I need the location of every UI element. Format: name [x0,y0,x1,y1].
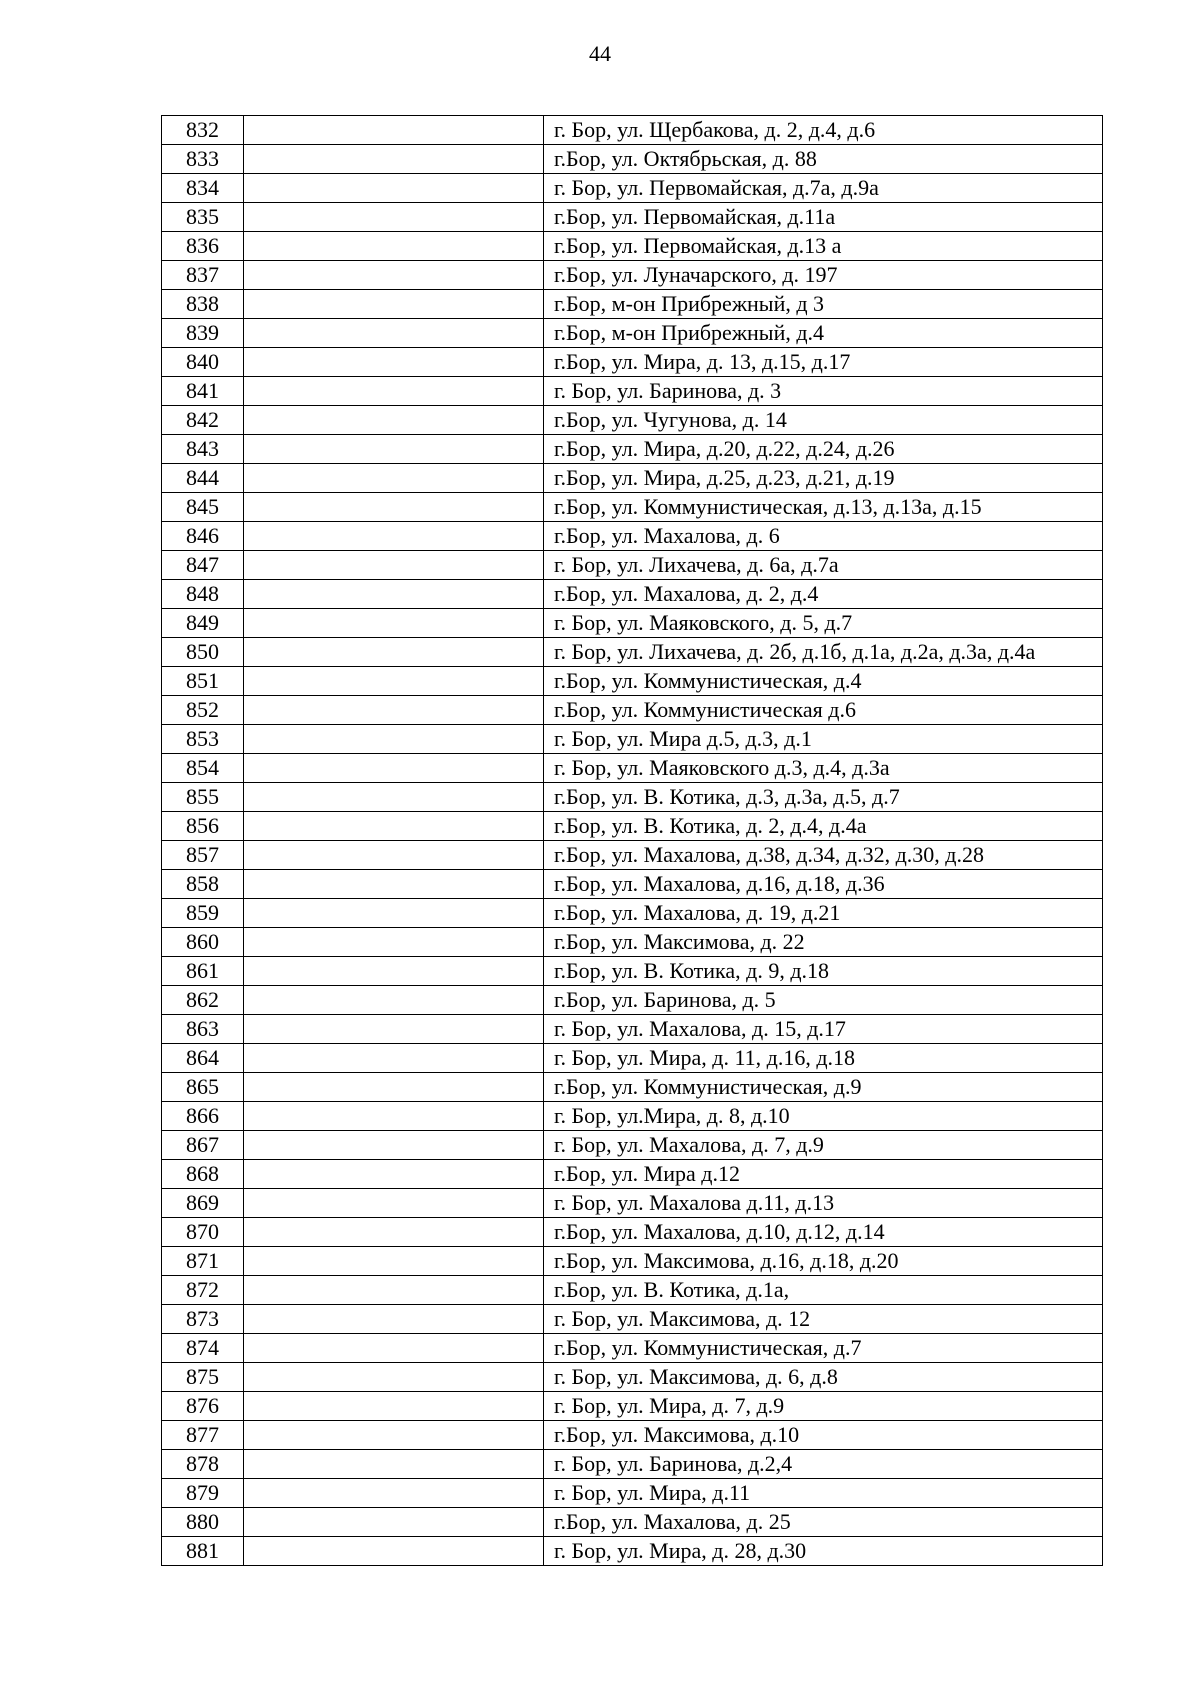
table-row [162,319,1103,348]
address-cell: г.Бор, ул. Максимова, д.10 [544,1421,1103,1450]
table-row [162,406,1103,435]
row-number-cell: 881 [162,1537,244,1566]
empty-cell [244,551,544,580]
table-row [162,145,1103,174]
table-row [162,348,1103,377]
address-cell: г. Бор, ул. Баринова, д. 3 [544,377,1103,406]
table-row [162,783,1103,812]
row-number-cell: 860 [162,928,244,957]
empty-cell [244,957,544,986]
table-row [162,696,1103,725]
page-number: 44 [589,41,611,66]
table-row [162,290,1103,319]
table-row [162,812,1103,841]
row-number-cell: 845 [162,493,244,522]
empty-cell [244,754,544,783]
empty-cell [244,435,544,464]
empty-cell [244,1276,544,1305]
empty-cell [244,145,544,174]
table-row [162,1508,1103,1537]
empty-cell [244,1218,544,1247]
table-row [162,609,1103,638]
address-cell: г.Бор, ул. Махалова, д. 2, д.4 [544,580,1103,609]
table-row [162,1073,1103,1102]
empty-cell [244,870,544,899]
row-number-cell: 856 [162,812,244,841]
row-number-cell: 832 [162,116,244,145]
empty-cell [244,986,544,1015]
empty-cell [244,377,544,406]
row-number-cell: 835 [162,203,244,232]
empty-cell [244,1363,544,1392]
empty-cell [244,696,544,725]
row-number-cell: 864 [162,1044,244,1073]
empty-cell [244,725,544,754]
empty-cell [244,928,544,957]
row-number-cell: 869 [162,1189,244,1218]
table-row [162,1015,1103,1044]
empty-cell [244,1421,544,1450]
table-row [162,116,1103,145]
empty-cell [244,406,544,435]
row-number-cell: 839 [162,319,244,348]
table-row [162,638,1103,667]
address-cell: г.Бор, ул. Мира д.12 [544,1160,1103,1189]
empty-cell [244,1305,544,1334]
table-row [162,580,1103,609]
empty-cell [244,1508,544,1537]
empty-cell [244,1392,544,1421]
address-cell: г. Бор, ул. Махалова, д. 7, д.9 [544,1131,1103,1160]
row-number-cell: 867 [162,1131,244,1160]
table-row [162,1421,1103,1450]
empty-cell [244,1537,544,1566]
empty-cell [244,1015,544,1044]
empty-cell [244,1044,544,1073]
table-row [162,957,1103,986]
table-row [162,1305,1103,1334]
row-number-cell: 855 [162,783,244,812]
address-cell: г.Бор, ул. Мира, д.25, д.23, д.21, д.19 [544,464,1103,493]
empty-cell [244,493,544,522]
address-cell: г.Бор, ул. Махалова, д.10, д.12, д.14 [544,1218,1103,1247]
address-cell: г. Бор, ул. Щербакова, д. 2, д.4, д.6 [544,116,1103,145]
row-number-cell: 844 [162,464,244,493]
row-number-cell: 846 [162,522,244,551]
row-number-cell: 871 [162,1247,244,1276]
empty-cell [244,1479,544,1508]
address-cell: г. Бор, ул. Махалова д.11, д.13 [544,1189,1103,1218]
table-row [162,435,1103,464]
address-cell: г. Бор, ул. Маяковского, д. 5, д.7 [544,609,1103,638]
row-number-cell: 838 [162,290,244,319]
address-cell: г.Бор, ул. Луначарского, д. 197 [544,261,1103,290]
address-cell: г. Бор, ул. Мира, д. 7, д.9 [544,1392,1103,1421]
row-number-cell: 870 [162,1218,244,1247]
empty-cell [244,783,544,812]
empty-cell [244,667,544,696]
row-number-cell: 859 [162,899,244,928]
table-row [162,1450,1103,1479]
address-cell: г.Бор, ул. В. Котика, д. 2, д.4, д.4а [544,812,1103,841]
row-number-cell: 874 [162,1334,244,1363]
empty-cell [244,812,544,841]
row-number-cell: 834 [162,174,244,203]
table-row [162,1479,1103,1508]
row-number-cell: 877 [162,1421,244,1450]
row-number-cell: 837 [162,261,244,290]
empty-cell [244,841,544,870]
address-cell: г.Бор, ул. Максимова, д. 22 [544,928,1103,957]
address-cell: г.Бор, ул. Коммунистическая д.6 [544,696,1103,725]
empty-cell [244,348,544,377]
address-cell: г.Бор, ул. В. Котика, д.3, д.3а, д.5, д.7 [544,783,1103,812]
address-cell: г.Бор, ул. Чугунова, д. 14 [544,406,1103,435]
row-number-cell: 843 [162,435,244,464]
address-cell: г.Бор, ул. Коммунистическая, д.9 [544,1073,1103,1102]
address-cell: г. Бор, ул. Баринова, д.2,4 [544,1450,1103,1479]
empty-cell [244,899,544,928]
table-row [162,464,1103,493]
table-row [162,493,1103,522]
empty-cell [244,1189,544,1218]
table-row [162,841,1103,870]
row-number-cell: 879 [162,1479,244,1508]
address-cell: г.Бор, ул. Баринова, д. 5 [544,986,1103,1015]
table-row [162,1218,1103,1247]
address-cell: г.Бор, ул. Максимова, д.16, д.18, д.20 [544,1247,1103,1276]
table-row [162,1044,1103,1073]
row-number-cell: 862 [162,986,244,1015]
table-row [162,725,1103,754]
address-cell: г. Бор, ул. Маяковского д.3, д.4, д.3а [544,754,1103,783]
row-number-cell: 880 [162,1508,244,1537]
row-number-cell: 863 [162,1015,244,1044]
table-row [162,1189,1103,1218]
empty-cell [244,1131,544,1160]
row-number-cell: 853 [162,725,244,754]
table-row [162,870,1103,899]
address-cell: г.Бор, ул. Коммунистическая, д.7 [544,1334,1103,1363]
row-number-cell: 851 [162,667,244,696]
address-cell: г.Бор, ул. Махалова, д.16, д.18, д.36 [544,870,1103,899]
address-cell: г.Бор, ул. Махалова, д. 6 [544,522,1103,551]
address-cell: г.Бор, м-он Прибрежный, д.4 [544,319,1103,348]
empty-cell [244,1102,544,1131]
table-row [162,754,1103,783]
address-cell: г.Бор, ул. Махалова, д. 25 [544,1508,1103,1537]
row-number-cell: 850 [162,638,244,667]
empty-cell [244,203,544,232]
row-number-cell: 872 [162,1276,244,1305]
empty-cell [244,1160,544,1189]
address-cell: г.Бор, м-он Прибрежный, д 3 [544,290,1103,319]
table-row [162,261,1103,290]
row-number-cell: 865 [162,1073,244,1102]
table-row [162,1247,1103,1276]
address-cell: г.Бор, ул. Октябрьская, д. 88 [544,145,1103,174]
table-row [162,1392,1103,1421]
empty-cell [244,319,544,348]
row-number-cell: 866 [162,1102,244,1131]
empty-cell [244,638,544,667]
address-cell: г.Бор, ул. Первомайская, д.11а [544,203,1103,232]
empty-cell [244,116,544,145]
row-number-cell: 847 [162,551,244,580]
row-number-cell: 833 [162,145,244,174]
address-cell: г.Бор, ул. Махалова, д.38, д.34, д.32, д.30, д.28 [544,841,1103,870]
address-cell: г.Бор, ул. Первомайская, д.13 а [544,232,1103,261]
address-cell: г. Бор, ул. Максимова, д. 6, д.8 [544,1363,1103,1392]
address-cell: г.Бор, ул. Махалова, д. 19, д.21 [544,899,1103,928]
address-table-body [162,116,1103,1566]
address-cell: г.Бор, ул. Коммунистическая, д.13, д.13а, д.15 [544,493,1103,522]
table-row [162,1102,1103,1131]
table-row [162,377,1103,406]
row-number-cell: 875 [162,1363,244,1392]
address-cell: г.Бор, ул. Мира, д. 13, д.15, д.17 [544,348,1103,377]
table-row [162,1131,1103,1160]
row-number-cell: 841 [162,377,244,406]
row-number-cell: 873 [162,1305,244,1334]
address-table [161,115,1103,1566]
row-number-cell: 876 [162,1392,244,1421]
row-number-cell: 842 [162,406,244,435]
address-cell: г. Бор, ул. Лихачева, д. 2б, д.1б, д.1а, д.2а, д.3а, д.4а [544,638,1103,667]
address-cell: г. Бор, ул. Мира, д. 11, д.16, д.18 [544,1044,1103,1073]
row-number-cell: 849 [162,609,244,638]
empty-cell [244,464,544,493]
row-number-cell: 857 [162,841,244,870]
address-cell: г. Бор, ул. Первомайская, д.7а, д.9а [544,174,1103,203]
table-row [162,1363,1103,1392]
table-row [162,174,1103,203]
empty-cell [244,1073,544,1102]
row-number-cell: 868 [162,1160,244,1189]
address-cell: г.Бор, ул. Мира, д.20, д.22, д.24, д.26 [544,435,1103,464]
address-cell: г.Бор, ул. В. Котика, д. 9, д.18 [544,957,1103,986]
empty-cell [244,290,544,319]
row-number-cell: 861 [162,957,244,986]
table-row [162,551,1103,580]
empty-cell [244,580,544,609]
address-cell: г. Бор, ул. Мира, д. 28, д.30 [544,1537,1103,1566]
table-row [162,1276,1103,1305]
empty-cell [244,609,544,638]
address-cell: г. Бор, ул.Мира, д. 8, д.10 [544,1102,1103,1131]
table-row [162,1334,1103,1363]
empty-cell [244,522,544,551]
row-number-cell: 878 [162,1450,244,1479]
empty-cell [244,1334,544,1363]
table-row [162,667,1103,696]
address-cell: г. Бор, ул. Махалова, д. 15, д.17 [544,1015,1103,1044]
empty-cell [244,174,544,203]
address-cell: г. Бор, ул. Максимова, д. 12 [544,1305,1103,1334]
table-row [162,1160,1103,1189]
row-number-cell: 858 [162,870,244,899]
table-row [162,203,1103,232]
address-cell: г. Бор, ул. Мира, д.11 [544,1479,1103,1508]
address-cell: г.Бор, ул. В. Котика, д.1а, [544,1276,1103,1305]
table-row [162,899,1103,928]
row-number-cell: 852 [162,696,244,725]
address-cell: г.Бор, ул. Коммунистическая, д.4 [544,667,1103,696]
table-row [162,1537,1103,1566]
address-cell: г. Бор, ул. Лихачева, д. 6а, д.7а [544,551,1103,580]
empty-cell [244,261,544,290]
table-row [162,986,1103,1015]
row-number-cell: 836 [162,232,244,261]
row-number-cell: 848 [162,580,244,609]
table-row [162,522,1103,551]
row-number-cell: 840 [162,348,244,377]
empty-cell [244,232,544,261]
table-row [162,232,1103,261]
table-row [162,928,1103,957]
address-cell: г. Бор, ул. Мира д.5, д.3, д.1 [544,725,1103,754]
row-number-cell: 854 [162,754,244,783]
empty-cell [244,1247,544,1276]
empty-cell [244,1450,544,1479]
